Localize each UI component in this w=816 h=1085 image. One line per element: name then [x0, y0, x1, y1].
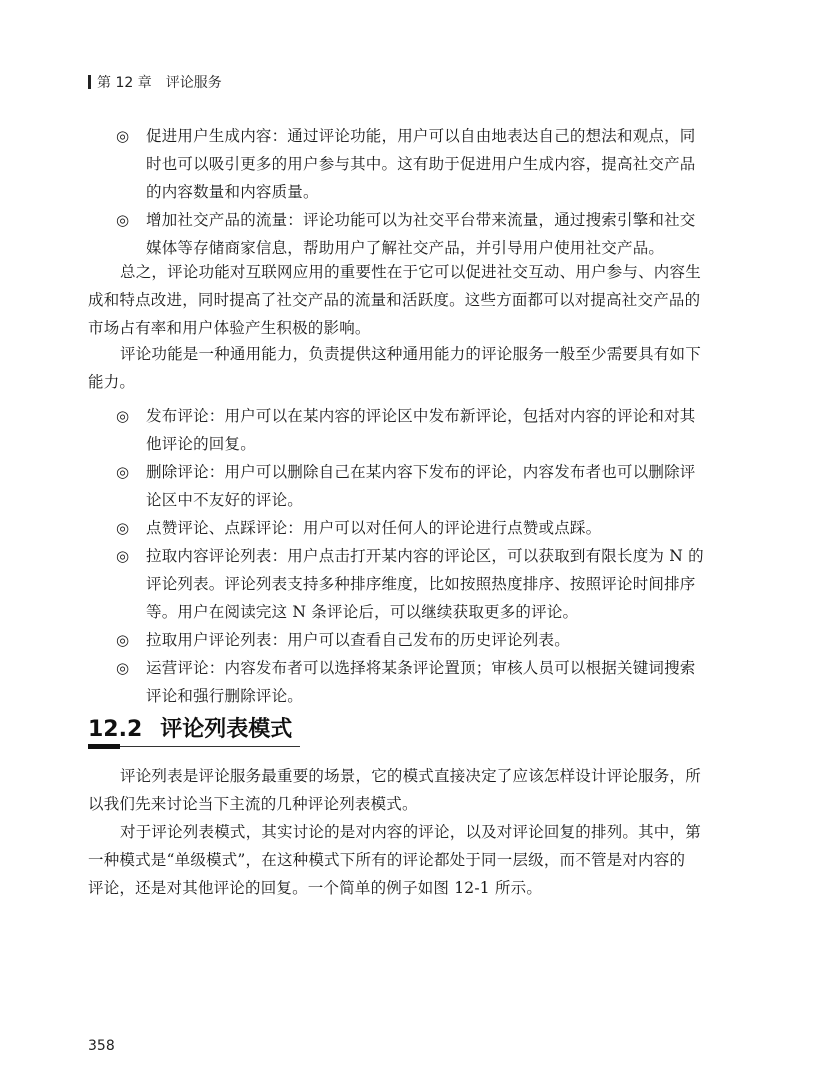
bullet-icon: ◎: [116, 463, 130, 481]
bullet-icon: ◎: [116, 519, 130, 537]
text-line: 媒体等存储商家信息，帮助用户了解社交产品，并引导用户使用社交产品。: [146, 239, 665, 257]
text-line: 点赞评论、点踩评论：用户可以对任何人的评论进行点赞或点踩。: [146, 519, 602, 537]
list-item: [88, 458, 748, 514]
paragraph-capabilities-intro: [88, 340, 748, 396]
text-line: 拉取内容评论列表：用户点击打开某内容的评论区，可以获取到有限长度为 N 的: [146, 547, 704, 565]
list-item: [88, 122, 748, 206]
list-item: [88, 542, 748, 626]
section-title: 评论列表模式: [160, 717, 293, 742]
paragraph-list-intro: [88, 762, 748, 818]
list-item: [88, 402, 748, 458]
list-item: [88, 206, 748, 262]
chapter-title: 评论服务: [165, 75, 222, 91]
text-line: 删除评论：用户可以删除自己在某内容下发布的评论，内容发布者也可以删除评: [146, 463, 696, 481]
section-number: 12.2: [88, 717, 143, 742]
bullet-icon: ◎: [116, 127, 130, 145]
bullet-icon: ◎: [116, 659, 130, 677]
text-line: 评论功能是一种通用能力，负责提供这种通用能力的评论服务一般至少需要具有如下: [120, 345, 701, 363]
section-heading: [88, 712, 292, 743]
text-line: 运营评论：内容发布者可以选择将某条评论置顶；审核人员可以根据关键词搜索: [146, 659, 696, 677]
list-item: [88, 514, 748, 542]
paragraph-single-level: [88, 818, 748, 902]
list-item: [88, 626, 748, 654]
running-head-bar: [88, 75, 91, 89]
paragraph-summary: [88, 258, 748, 342]
chapter-label: 第 12 章: [97, 75, 152, 91]
text-line: 成和特点改进，同时提高了社交产品的流量和活跃度。这些方面都可以对提高社交产品的: [88, 291, 701, 309]
bullet-list-capabilities: [88, 402, 748, 710]
text-line: 评论列表是评论服务最重要的场景，它的模式直接决定了应该怎样设计评论服务，所: [120, 767, 701, 785]
text-line: 时也可以吸引更多的用户参与其中。这有助于促进用户生成内容，提高社交产品: [146, 155, 696, 173]
text-line: 对于评论列表模式，其实讨论的是对内容的评论，以及对评论回复的排列。其中，第: [120, 823, 701, 841]
text-line: 市场占有率和用户体验产生积极的影响。: [88, 319, 371, 337]
text-line: 评论列表。评论列表支持多种排序维度，比如按照热度排序、按照评论时间排序: [146, 575, 696, 593]
bullet-list-benefits: [88, 122, 748, 262]
text-line: 他评论的回复。: [146, 435, 256, 453]
text-line: 论区中不友好的评论。: [146, 491, 304, 509]
text-line: 促进用户生成内容：通过评论功能，用户可以自由地表达自己的想法和观点，同: [146, 127, 696, 145]
text-line: 发布评论：用户可以在某内容的评论区中发布新评论，包括对内容的评论和对其: [146, 407, 696, 425]
text-line: 的内容数量和内容质量。: [146, 183, 319, 201]
bullet-icon: ◎: [116, 407, 130, 425]
bullet-icon: ◎: [116, 547, 130, 565]
text-line: 能力。: [88, 373, 136, 391]
bullet-icon: ◎: [116, 631, 130, 649]
text-line: 等。用户在阅读完这 N 条评论后，可以继续获取更多的评论。: [146, 603, 579, 621]
text-line: 评论，还是对其他评论的回复。一个简单的例子如图 12-1 所示。: [88, 879, 543, 897]
list-item: [88, 654, 748, 710]
text-line: 增加社交产品的流量：评论功能可以为社交平台带来流量，通过搜索引擎和社交: [146, 211, 696, 229]
text-line: 一种模式是“单级模式”，在这种模式下所有的评论都处于同一层级，而不管是对内容的: [88, 851, 686, 869]
running-head: [88, 72, 222, 92]
text-line: 拉取用户评论列表：用户可以查看自己发布的历史评论列表。: [146, 631, 570, 649]
text-line: 总之，评论功能对互联网应用的重要性在于它可以促进社交互动、用户参与、内容生: [120, 263, 701, 281]
section-rule-accent: [88, 744, 120, 749]
text-line: 以我们先来讨论当下主流的几种评论列表模式。: [88, 795, 418, 813]
bullet-icon: ◎: [116, 211, 130, 229]
text-line: 评论和强行删除评论。: [146, 687, 304, 705]
page-number: 358: [88, 1038, 115, 1054]
